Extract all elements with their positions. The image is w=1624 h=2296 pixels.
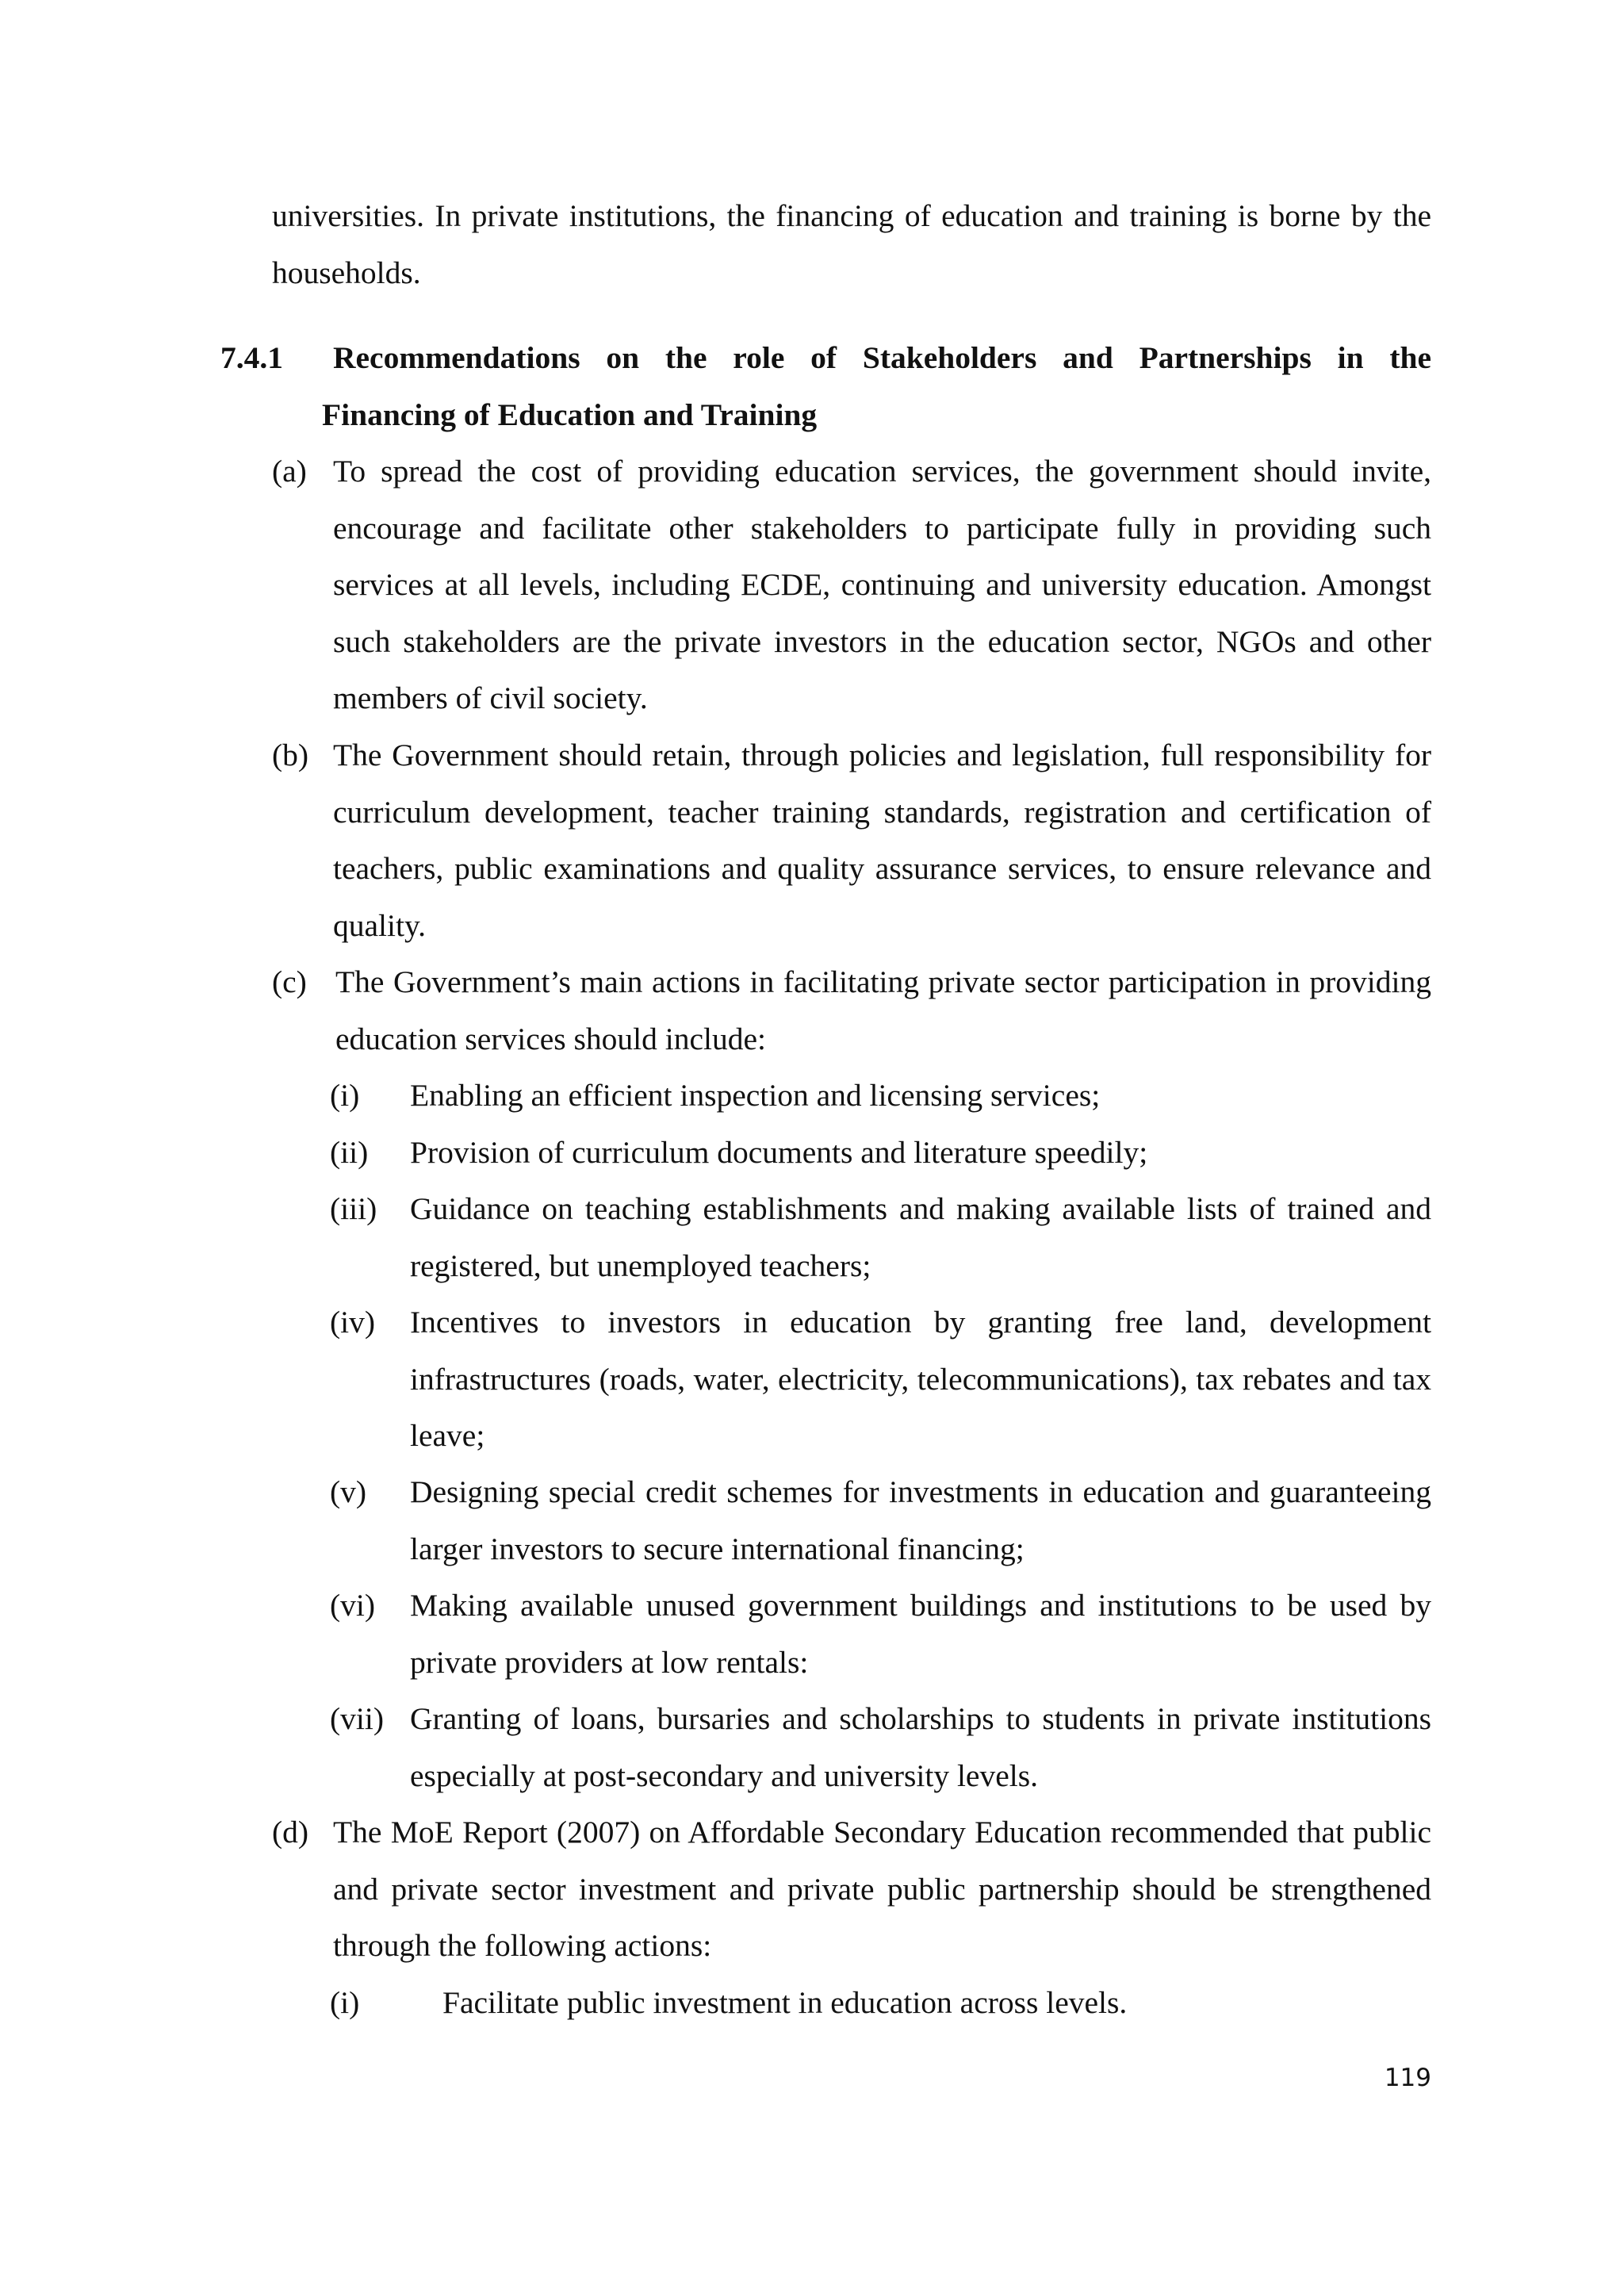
section-title-line2: Financing of Education and Training: [322, 397, 818, 432]
list-item-text: The Government should retain, through policies and legislation, full responsibility for curriculum development, teacher training standards, registration and certification of teachers, public examinations and quality assurance services, to ensure relevance and quality.: [333, 738, 1431, 943]
section-number: 7.4.1: [220, 340, 283, 375]
sub-list-marker: (iv): [330, 1305, 376, 1340]
page-number: 119: [1384, 2064, 1431, 2092]
list-item-text: The Government’s main actions in facilitating private sector participation in providing education services should include:: [335, 964, 1431, 1056]
sub-list-marker: (i): [330, 1078, 360, 1113]
sub-item-text: Designing special credit schemes for investments in education and guaranteeing larger investors to secure international financing;: [410, 1474, 1431, 1566]
list-marker: (b): [272, 738, 309, 772]
list-item-text: The MoE Report (2007) on Affordable Secondary Education recommended that public and private sector investment and private public partnership should be strengthened through the following actions:: [333, 1815, 1431, 1963]
sub-item-text: Facilitate public investment in education across levels.: [442, 1985, 1128, 2020]
section-title-line1: Recommendations on the role of Stakeholders and Partnerships in the: [333, 340, 1431, 375]
sub-list-marker: (vii): [330, 1701, 385, 1736]
sub-item-text: Granting of loans, bursaries and scholarships to students in private institutions especially at post-secondary and university levels.: [410, 1701, 1431, 1793]
sub-list-marker: (v): [330, 1474, 367, 1509]
sub-list-marker: (vi): [330, 1588, 376, 1623]
list-marker: (d): [272, 1815, 309, 1849]
sub-list-marker: (ii): [330, 1135, 369, 1170]
sub-item-text: Enabling an efficient inspection and licensing services;: [410, 1078, 1101, 1113]
sub-item-text: Provision of curriculum documents and literature speedily;: [410, 1135, 1148, 1170]
sub-item-text: Guidance on teaching establishments and making available lists of trained and registered, but unemployed teachers;: [410, 1191, 1431, 1283]
sub-list-marker: (i): [330, 1985, 360, 2020]
list-item-text: To spread the cost of providing education services, the government should invite, encourage and facilitate other stakeholders to participate fully in providing such services at all levels, including ECDE, continuing and university education. Amongst such stakeholders are the private investors in the education sector, NGOs and other members of civil society.: [333, 454, 1431, 715]
list-marker: (a): [272, 454, 307, 489]
sub-item-text: Incentives to investors in education by granting free land, development infrastructures (roads, water, electricity, telecommunications), tax rebates and tax leave;: [410, 1305, 1431, 1453]
list-marker: (c): [272, 964, 307, 999]
sub-item-text: Making available unused government buildings and institutions to be used by private providers at low rentals:: [410, 1588, 1431, 1680]
sub-list-marker: (iii): [330, 1191, 377, 1226]
intro-paragraph: universities. In private institutions, the financing of education and training is borne by the households.: [272, 198, 1431, 290]
